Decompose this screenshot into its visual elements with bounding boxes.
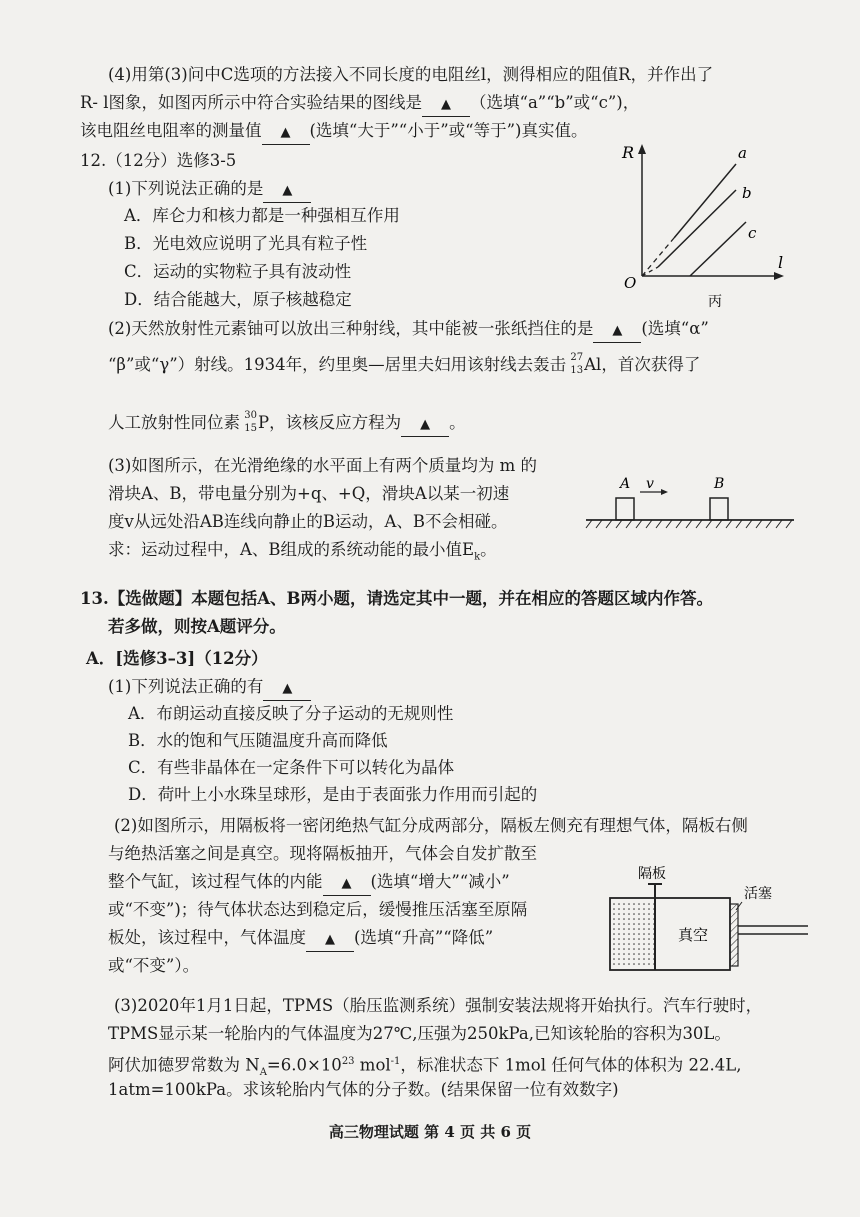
q13-p3-line3: 阿伏加德罗常数为 $N_A=6.0\times 10^{23}$ mol$^{-1}$，标准状态下 1mol 任何气体的体积为 22.4L,	[108, 1055, 742, 1078]
q11-4-line3: 该电阻丝电阻率的测量值 ▲ (选填“大于”“小于”或“等于”)真实值。	[80, 120, 588, 145]
q12-p3-line1: (3)如图所示，在光滑绝缘的水平面上有两个质量均为 m 的	[108, 456, 538, 475]
q13-section-a: A．[选修3–3]（12分）	[86, 649, 268, 668]
gas-region	[612, 900, 654, 968]
q13-p2-line3: 整个气缸，该过程气体的内能 ▲ (选填“增大”“减小”	[108, 871, 510, 896]
graph-caption: 丙	[708, 294, 722, 310]
q13-p3-line1: (3)2020年1月1日起，TPMS（胎压监测系统）强制安装法规将开始执行。汽车行驶时，	[114, 996, 763, 1015]
q13-p1-option-d: D．荷叶上小水珠呈球形，是由于表面张力作用而引起的	[128, 785, 538, 804]
line-c-label: c	[748, 224, 757, 242]
q12-p1-option-a: A．库仑力和核力都是一种强相互作用	[124, 206, 400, 225]
q13-p3-line2: TPMS显示某一轮胎内的气体温度为27℃,压强为250kPa,已知该轮胎的容积为30L。	[108, 1024, 731, 1043]
origin-label: O	[624, 274, 637, 292]
q13-p1-option-b: B．水的饱和气压随温度升高而降低	[128, 731, 388, 750]
phosphorus-nuclide-numbers: 30 15	[244, 409, 257, 434]
partition-label: 隔板	[638, 866, 666, 882]
answer-blank: ▲	[263, 678, 311, 701]
answer-blank: ▲	[262, 122, 310, 145]
slider-a-label: A	[620, 476, 631, 492]
x-axis-label: l	[778, 253, 784, 272]
q13-p3-line4: 1atm=100kPa。求该轮胎内气体的分子数。(结果保留一位有效数字)	[108, 1080, 619, 1099]
line-a	[674, 164, 736, 238]
q13-line2: 若多做，则按A题评分。	[108, 617, 286, 636]
y-axis-label: R	[622, 143, 635, 162]
page-footer: 高三物理试题 第 4 页 共 6 页	[328, 1123, 532, 1141]
answer-blank: ▲	[401, 414, 449, 437]
figure-sliders	[582, 472, 796, 536]
line-a-label: a	[738, 144, 747, 162]
q12-p3-line4: 求：运动过程中，A、B组成的系统动能的最小值$E_k$。	[108, 540, 497, 563]
q11-4-line2: R- l图象，如图丙所示中符合实验结果的图线是 ▲ （选填“a”“b”或“c”)，	[80, 92, 639, 117]
line-c	[690, 222, 746, 276]
q12-p3-line3: 度v从远处沿AB连线向静止的B运动，A、B不会相碰。	[108, 512, 508, 531]
aluminum-symbol: Al	[584, 355, 602, 374]
q13-p2-line1: (2)如图所示，用隔板将一密闭绝热气缸分成两部分，隔板左侧充有理想气体，隔板右侧	[114, 816, 748, 835]
q13-p1-option-c: C．有些非晶体在一定条件下可以转化为晶体	[128, 758, 455, 777]
velocity-arrowhead	[661, 489, 668, 495]
slider-b	[710, 498, 728, 520]
q12-header: 12.（12分）选修3-5	[80, 151, 237, 170]
slider-a	[616, 498, 634, 520]
line-b-extension	[642, 267, 658, 276]
line-b	[658, 190, 736, 267]
line-a-extension	[642, 238, 674, 276]
q12-p1-prompt: (1)下列说法正确的是 ▲	[108, 178, 311, 203]
q11-4-line1: (4)用第(3)问中C选项的方法接入不同长度的电阻丝l，测得相应的阻值R，并作出了	[108, 65, 714, 84]
q13-p2-line4: 或“不变”)；待气体状态达到稳定后，缓慢推压活塞至原隔	[108, 900, 528, 919]
q12-p1-option-d: D．结合能越大，原子核越稳定	[124, 290, 352, 309]
vacuum-label: 真空	[678, 926, 709, 944]
q12-p2-line2: “β”或“γ”）射线。1934年，约里奥—居里夫妇用该射线去轰击 27 13 Al，首次获得了	[108, 351, 701, 376]
q12-p2-line3: 人工放射性同位素 30 15 P，该核反应方程为 ▲ 。	[108, 412, 466, 437]
q12-p1-option-b: B．光电效应说明了光具有粒子性	[124, 234, 368, 253]
q13-p1-prompt: (1)下列说法正确的有 ▲	[108, 676, 311, 701]
slider-b-label: B	[714, 476, 725, 492]
q12-p2-line1: (2)天然放射性元素铀可以放出三种射线，其中能被一张纸挡住的是 ▲ (选填“α”	[108, 318, 709, 343]
answer-blank: ▲	[593, 320, 641, 343]
q13-p2-line2: 与绝热活塞之间是真空。现将隔板抽开，气体会自发扩散至	[108, 844, 537, 863]
q13-p1-option-a: A．布朗运动直接反映了分子运动的无规则性	[128, 704, 454, 723]
ground-hatching	[586, 520, 792, 528]
graph-bing	[618, 140, 798, 315]
q13-p2-line6: 或“不变”）。	[108, 956, 200, 975]
piston	[730, 904, 738, 966]
aluminum-nuclide-numbers: 27 13	[570, 351, 584, 376]
q13-line1: 13.【选做题】本题包括A、B两小题，请选定其中一题，并在相应的答题区域内作答。	[80, 589, 713, 608]
x-axis-arrow	[774, 272, 784, 280]
line-b-label: b	[742, 184, 752, 202]
answer-blank: ▲	[306, 929, 354, 952]
q12-p3-line2: 滑块A、B，带电量分别为+q、+Q，滑块A以某一初速	[108, 484, 510, 503]
y-axis-arrow	[638, 144, 646, 154]
piston-label: 活塞	[744, 886, 772, 902]
phosphorus-symbol: P	[258, 413, 270, 432]
answer-blank: ▲	[422, 94, 470, 117]
velocity-label: v	[646, 476, 654, 492]
answer-blank: ▲	[263, 180, 311, 203]
q12-p1-option-c: C．运动的实物粒子具有波动性	[124, 262, 352, 281]
figure-cylinder	[602, 862, 810, 974]
q13-p2-line5: 板处，该过程中，气体温度 ▲ (选填“升高”“降低”	[108, 927, 493, 952]
answer-blank: ▲	[323, 873, 371, 896]
